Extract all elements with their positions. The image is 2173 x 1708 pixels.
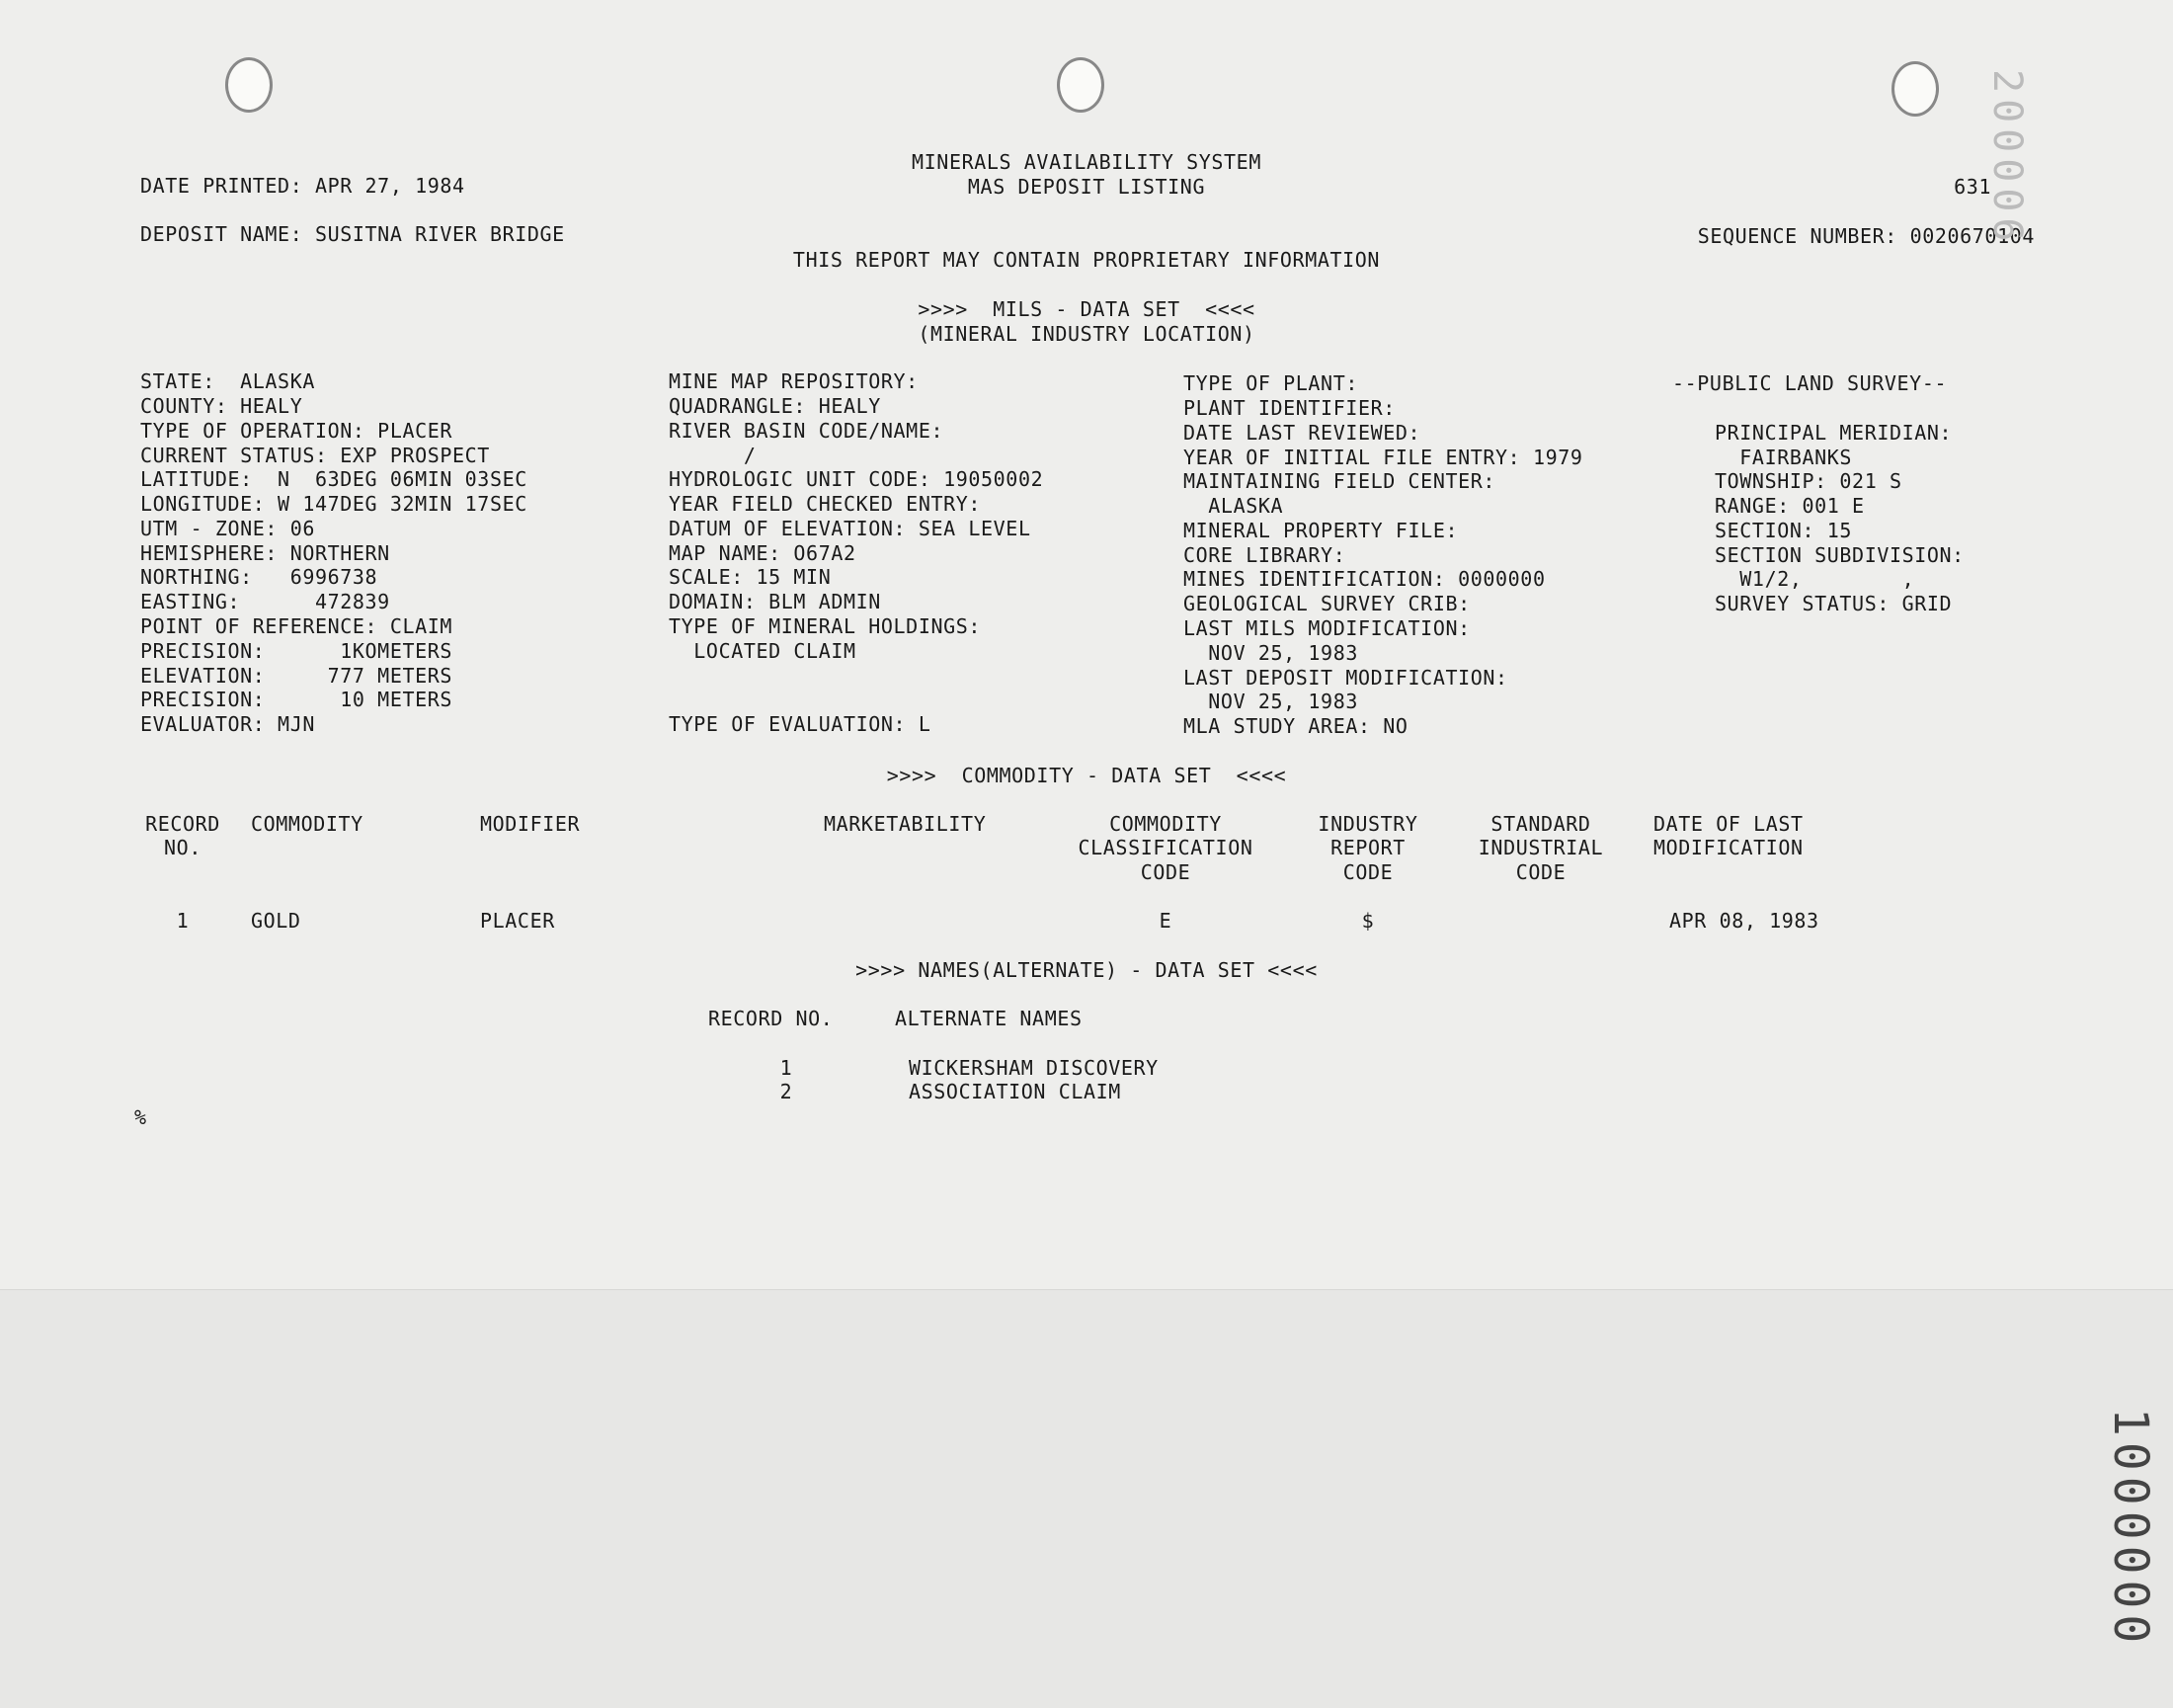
mils-field: NORTHING: 6996738	[140, 565, 378, 589]
mils-field: LAST DEPOSIT MODIFICATION:	[1183, 666, 1508, 690]
col-header-date: MODIFICATION	[1653, 836, 1804, 859]
col-header-standard: INDUSTRIAL	[1478, 836, 1604, 859]
cell-modifier: PLACER	[480, 909, 555, 933]
mils-field: RIVER BASIN CODE/NAME:	[669, 419, 944, 443]
names-title: >>>> NAMES(ALTERNATE) - DATA SET <<<<	[855, 958, 1318, 982]
mils-field: NOV 25, 1983	[1183, 690, 1358, 713]
survey-field: W1/2, ,	[1715, 567, 1915, 591]
cell-industry: $	[1361, 909, 1375, 933]
mils-field: TYPE OF OPERATION: PLACER	[140, 419, 453, 443]
mils-field: YEAR OF INITIAL FILE ENTRY: 1979	[1183, 446, 1583, 469]
mils-field: MINES IDENTIFICATION: 0000000	[1183, 567, 1546, 591]
footer-mark: %	[134, 1105, 147, 1129]
mils-field: DOMAIN: BLM ADMIN	[669, 590, 881, 613]
mils-field: MINERAL PROPERTY FILE:	[1183, 519, 1459, 542]
mils-field: QUADRANGLE: HEALY	[669, 394, 881, 418]
mils-field: EVALUATOR: MJN	[140, 712, 315, 736]
cell-record: 1	[176, 909, 190, 933]
mils-field: MLA STUDY AREA: NO	[1183, 714, 1408, 738]
mils-field: /	[669, 444, 757, 467]
col-header-date: DATE OF LAST	[1653, 812, 1804, 836]
binder-hole-left	[225, 57, 273, 113]
deposit-name: DEPOSIT NAME: SUSITNA RIVER BRIDGE	[140, 222, 565, 246]
mils-field: TYPE OF PLANT:	[1183, 371, 1358, 395]
col-header-classification: CLASSIFICATION	[1078, 836, 1253, 859]
mils-field: MAP NAME: O67A2	[669, 541, 856, 565]
mils-field: CORE LIBRARY:	[1183, 543, 1346, 567]
page-lower-band	[0, 1289, 2173, 1708]
col-header-standard: STANDARD	[1490, 812, 1591, 836]
col-header-modifier: MODIFIER	[480, 812, 581, 836]
mils-field: SCALE: 15 MIN	[669, 565, 832, 589]
cell-classification: E	[1159, 909, 1172, 933]
col-header-industry: CODE	[1342, 860, 1394, 884]
survey-field: PRINCIPAL MERIDIAN:	[1715, 421, 1953, 445]
col-header-marketability: MARKETABILITY	[824, 812, 987, 836]
frame-stamp-top: 200006	[1984, 69, 2030, 248]
col-header-record: RECORD	[145, 812, 220, 836]
alternate-name: WICKERSHAM DISCOVERY	[909, 1056, 1159, 1080]
mils-field: LONGITUDE: W 147DEG 32MIN 17SEC	[140, 492, 527, 516]
binder-hole-center	[1057, 57, 1104, 113]
mils-field: LOCATED CLAIM	[669, 639, 856, 663]
survey-field: SECTION: 15	[1715, 519, 1853, 542]
system-title: MINERALS AVAILABILITY SYSTEM	[912, 150, 1261, 174]
mils-field: HEMISPHERE: NORTHERN	[140, 541, 390, 565]
commodity-title: >>>> COMMODITY - DATA SET <<<<	[886, 764, 1287, 787]
col-header-classification: COMMODITY	[1109, 812, 1222, 836]
mils-subtitle: (MINERAL INDUSTRY LOCATION)	[918, 322, 1255, 346]
name-record-no: 1	[779, 1056, 793, 1080]
public-land-survey-title: --PUBLIC LAND SURVEY--	[1672, 371, 1948, 395]
mils-field: ALASKA	[1183, 494, 1284, 518]
col-header-industry: INDUSTRY	[1318, 812, 1418, 836]
mils-field: MINE MAP REPOSITORY:	[669, 369, 919, 393]
alternate-name: ASSOCIATION CLAIM	[909, 1080, 1121, 1103]
mils-field: DATE LAST REVIEWED:	[1183, 421, 1421, 445]
listing-title: MAS DEPOSIT LISTING	[967, 175, 1206, 199]
col-header-industry: REPORT	[1330, 836, 1406, 859]
mils-field: GEOLOGICAL SURVEY CRIB:	[1183, 592, 1471, 615]
survey-field: FAIRBANKS	[1715, 446, 1853, 469]
mils-field: MAINTAINING FIELD CENTER:	[1183, 469, 1496, 493]
col-header-classification: CODE	[1140, 860, 1191, 884]
mils-field: CURRENT STATUS: EXP PROSPECT	[140, 444, 490, 467]
col-header-record: NO.	[164, 836, 201, 859]
mils-field: ELEVATION: 777 METERS	[140, 664, 453, 688]
mils-field: PLANT IDENTIFIER:	[1183, 396, 1396, 420]
mils-field: POINT OF REFERENCE: CLAIM	[140, 614, 453, 638]
mils-field: UTM - ZONE: 06	[140, 517, 315, 540]
sequence-number: SEQUENCE NUMBER: 0020670104	[1697, 224, 2035, 248]
mils-field: STATE: ALASKA	[140, 369, 315, 393]
frame-stamp-bottom: 1000000	[2103, 1408, 2158, 1650]
proprietary-notice: THIS REPORT MAY CONTAIN PROPRIETARY INFORMATION	[792, 248, 1381, 272]
col-header-standard: CODE	[1515, 860, 1567, 884]
mils-field: EASTING: 472839	[140, 590, 390, 613]
cell-commodity: GOLD	[251, 909, 301, 933]
cell-date: APR 08, 1983	[1669, 909, 1819, 933]
mils-field: LATITUDE: N 63DEG 06MIN 03SEC	[140, 467, 527, 491]
binder-hole-right	[1891, 61, 1939, 117]
type-of-evaluation: TYPE OF EVALUATION: L	[669, 712, 931, 736]
mils-field: LAST MILS MODIFICATION:	[1183, 616, 1471, 640]
mils-field: COUNTY: HEALY	[140, 394, 303, 418]
names-header-record: RECORD NO.	[708, 1007, 834, 1030]
survey-field: SURVEY STATUS: GRID	[1715, 592, 1953, 615]
survey-field: RANGE: 001 E	[1715, 494, 1865, 518]
mils-field: NOV 25, 1983	[1183, 641, 1358, 665]
mils-field: HYDROLOGIC UNIT CODE: 19050002	[669, 467, 1044, 491]
mils-field: PRECISION: 1KOMETERS	[140, 639, 453, 663]
survey-field: TOWNSHIP: 021 S	[1715, 469, 1902, 493]
names-header-names: ALTERNATE NAMES	[895, 1007, 1083, 1030]
mils-field: DATUM OF ELEVATION: SEA LEVEL	[669, 517, 1031, 540]
mils-title: >>>> MILS - DATA SET <<<<	[918, 297, 1255, 321]
survey-field: SECTION SUBDIVISION:	[1715, 543, 1965, 567]
mils-field: TYPE OF MINERAL HOLDINGS:	[669, 614, 982, 638]
mils-field: PRECISION: 10 METERS	[140, 688, 453, 711]
name-record-no: 2	[779, 1080, 793, 1103]
page-number: 631	[1954, 175, 1991, 199]
date-printed: DATE PRINTED: APR 27, 1984	[140, 174, 465, 198]
mils-field: YEAR FIELD CHECKED ENTRY:	[669, 492, 982, 516]
col-header-commodity: COMMODITY	[251, 812, 363, 836]
